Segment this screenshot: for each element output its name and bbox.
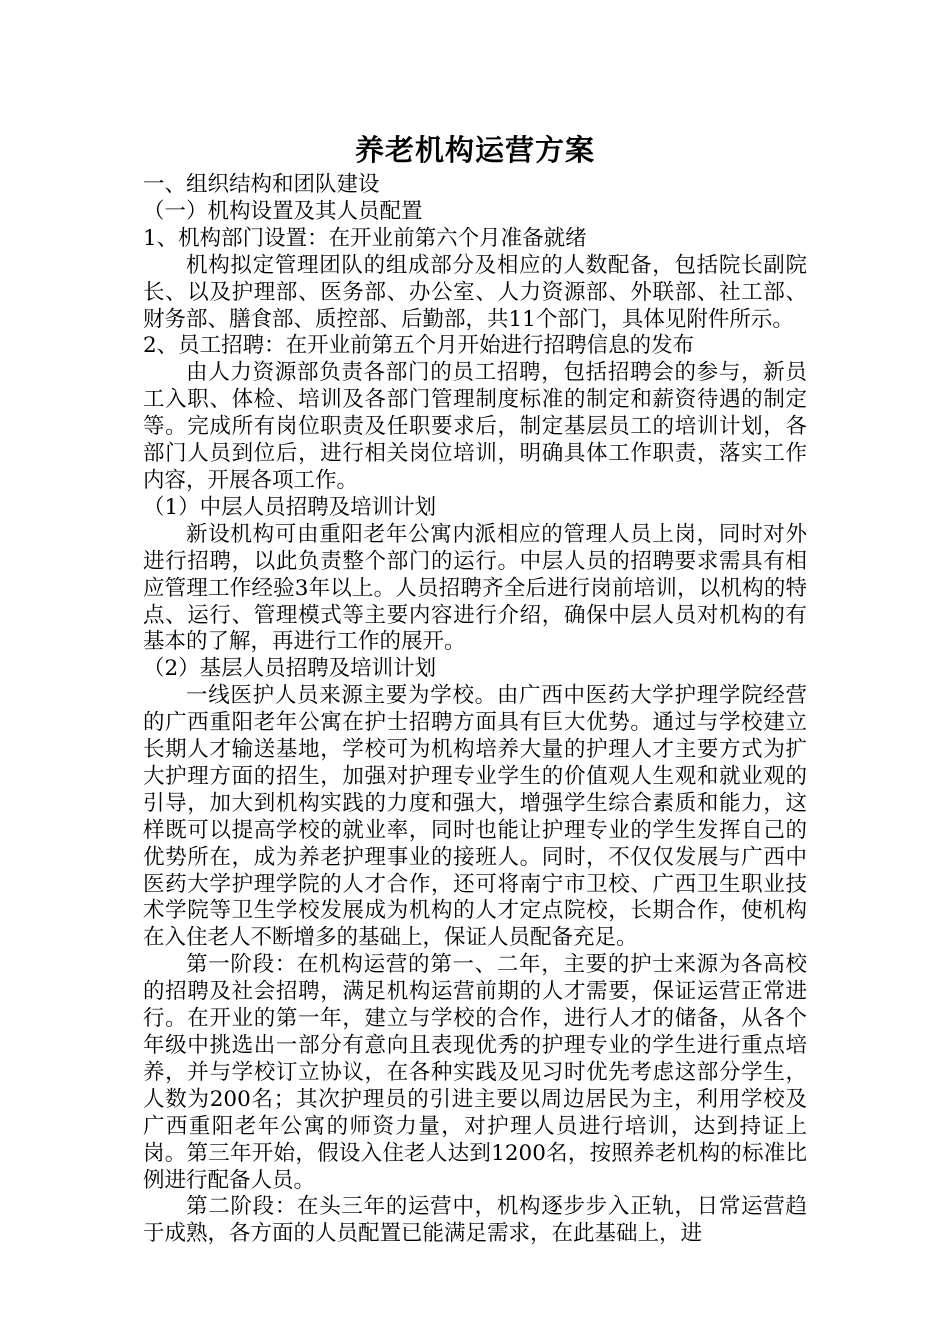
document-title: 养老机构运营方案 [354, 133, 595, 167]
item-heading-middle-staff: （1）中层人员招聘及培训计划 [143, 494, 437, 520]
item-heading-departments: 1、机构部门设置：在开业前第六个月准备就绪 [143, 225, 587, 251]
paragraph-basic-staff: 一线医护人员来源主要为学校。由广西中医药大学护理学院经营的广西重阳老年公寓在护士招聘方面具有巨大优势。通过与学校建立长期人才输送基地，学校可为机构培养大量的护理人才主要方式为扩大护理方面的招生，加强对护理专业学生的价值观人生观和就业观的引导，加大到机构实践的力度和强大，增强学生综合素质和能力，这样既可以提高学校的就业率，同时也能让护理专业的学生发挥自己的优势所在，成为养老护理事业的接班人。同时，不仅仅发展与广西中医药大学护理学院的人才合作，还可将南宁市卫校、广西卫生职业技术学院等卫生学校发展成为机构的人才定点院校，长期合作，使机构在入住老人不断增多的基础上，保证人员配备充足。 [143, 683, 807, 951]
item-heading-basic-staff: （2）基层人员招聘及培训计划 [143, 656, 437, 682]
paragraph-stage-one: 第一阶段：在机构运营的第一、二年，主要的护士来源为各高校的招聘及社会招聘，满足机构运营前期的人才需要，保证运营正常进行。在开业的第一年，建立与学校的合作，进行人才的储备，从各个年级中挑选出一部分有意向且表现优秀的护理专业的学生进行重点培养，并与学校订立协议，在各种实践及见习时优先考虑这部分学生，人数为200名；其次护理员的引进主要以周边居民为主，利用学校及广西重阳老年公寓的师资力量，对护理人员进行培训，达到持证上岗。第三年开始，假设入住老人达到1200名，按照养老机构的标准比例进行配备人员。 [143, 952, 807, 1193]
paragraph-stage-two: 第二阶段：在头三年的运营中，机构逐步步入正轨，日常运营趋于成熟，各方面的人员配置已能满足需求，在此基础上，进 [143, 1194, 807, 1247]
subsection-heading-setup: （一）机构设置及其人员配置 [143, 198, 423, 224]
paragraph-departments: 机构拟定管理团队的组成部分及相应的人数配备，包括院长副院长、以及护理部、医务部、办公室、人力资源部、外联部、社工部、财务部、膳食部、质控部、后勤部，共11个部门，具体见附件所示。 [143, 252, 807, 332]
item-heading-recruitment: 2、员工招聘：在开业前第五个月开始进行招聘信息的发布 [143, 333, 695, 359]
document-page [143, 128, 807, 1248]
paragraph-middle-staff: 新设机构可由重阳老年公寓内派相应的管理人员上岗，同时对外进行招聘，以此负责整个部门的运行。中层人员的招聘要求需具有相应管理工作经验3年以上。人员招聘齐全后进行岗前培训，以机构的特点、运行、管理模式等主要内容进行介绍，确保中层人员对机构的有基本的了解，再进行工作的展开。 [143, 521, 807, 655]
section-heading-org: 一、组织结构和团队建设 [143, 172, 380, 197]
paragraph-recruitment: 由人力资源部负责各部门的员工招聘，包括招聘会的参与，新员工入职、体检、培训及各部门管理制度标准的制定和薪资待遇的制定等。完成所有岗位职责及任职要求后，制定基层员工的培训计划，各部门人员到位后，进行相关岗位培训，明确具体工作职责，落实工作内容，开展各项工作。 [143, 360, 807, 493]
